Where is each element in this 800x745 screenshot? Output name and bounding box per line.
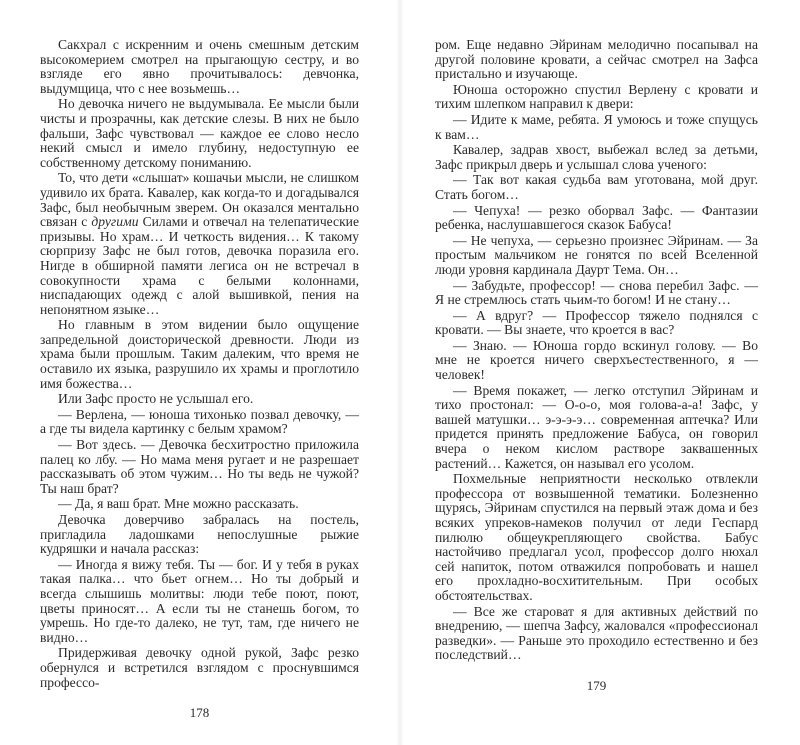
paragraph: — Так вот какая судьба вам уготована, мой друг. Стать богом… bbox=[435, 172, 758, 202]
italic-word: другими bbox=[91, 214, 139, 230]
paragraph: Но главным в этом видении было ощущение запредельной доисторической древности. Люди из храма были прошлым. Таким далеким, что время не оставило их языка, разрушило их храмы и проглотило имя божества… bbox=[40, 317, 359, 391]
paragraph: Или Зафс просто не услышал его. bbox=[58, 391, 254, 407]
paragraph-text: Силами и отвечал на телепатические призывы. Но храм… И четкость видения… К такому сюрпризу Зафс не был готов, девочка поразила его. Нигде в обширной памяти легиса он не встречал в совокупности храма с белыми колоннами, ниспадающих одежд с алой вышивкой, пения на непонятном языке… bbox=[40, 214, 359, 317]
paragraph: — Забудьте, профессор! — снова перебил Зафс. — Я не стремлюсь стать чьим-то богом! И не стану… bbox=[435, 277, 758, 308]
paragraph: Но девочка ничего не выдумывала. Ее мысли были чисты и прозрачны, как детские слезы. В них не было фальши, Зафс чувствовал — каждое ее слово несло некий смысл и имело глубину, недоступную ее собственному детскому пониманию. bbox=[40, 96, 359, 170]
paragraph: — А вдруг? — Профессор тяжело поднялся с кровати. — Вы знаете, что кроется в вас? bbox=[435, 307, 758, 338]
paragraph: ром. Еще недавно Эйринам мелодично посапывал на другой половине кровати, а сейчас смотрел на Зафса пристально и изучающе. bbox=[435, 37, 758, 82]
paragraph: — Не чепуха, — серьезно произнес Эйринам. — За простым мальчиком не гонятся по всей Вселенной люди уровня кардинала Даурт Тема. Он… bbox=[435, 232, 758, 277]
book-gutter bbox=[396, 0, 404, 745]
page-number-left: 178 bbox=[189, 705, 210, 721]
paragraph: — Верлена, — юноша тихонько позвал девочку, — а где ты видела картинку с белым храмом? bbox=[40, 406, 359, 437]
paragraph: Юноша осторожно спустил Верлену с кровати и тихим шлепком направил к двери: bbox=[435, 81, 758, 112]
paragraph: — Все же староват я для активных действий по внедрению, — шепча Зафсу, жаловался «профессионал разведки». — Раньше это проходило естественно и без последствий… bbox=[435, 603, 758, 663]
paragraph: — Да, я ваш брат. Мне можно рассказать. bbox=[58, 496, 299, 512]
paragraph: — Вот здесь. — Девочка бесхитростно приложила палец ко лбу. — Но мама меня ругает и не разрешает рассказывать об этом чужим… Но ты ведь не чужой? Ты наш брат? bbox=[40, 437, 359, 496]
paragraph: — Знаю. — Юноша гордо вскинул голову. — Во мне не кроется ничего сверхъестественного, я — человек! bbox=[435, 337, 758, 383]
paragraph: — Иногда я вижу тебя. Ты — бог. И у тебя в руках такая палка… что бьет огнем… Но ты добрый и всегда слышишь молитвы: люди тебе поют, поют, цветы приносят… А если ты не станешь богом, то умрешь. Но где-то далеко, не тут, там, где ничего не видно… bbox=[40, 556, 359, 645]
right-page bbox=[435, 38, 758, 664]
paragraph: Придерживая девочку одной рукой, Зафс резко обернулся и встретился взглядом с проснувшимся профессо- bbox=[40, 645, 359, 690]
left-page bbox=[40, 38, 359, 691]
paragraph: Кавалер, задрав хвост, выбежал вслед за детьми, Зафс прикрыл дверь и услышал слова ученого: bbox=[435, 142, 758, 172]
left-page-column bbox=[0, 0, 396, 745]
right-page-column bbox=[404, 0, 800, 745]
paragraph: Похмельные неприятности несколько отвлекли профессора от возвышенной тематики. Болезненно щурясь, Эйринам спустился на первый этаж дома и без всяких упреков-намеков получил от леди Геспард пилюлю общеукрепляющего свойства. Бабус настойчиво предлагал усол, профессор долго нюхал сей напиток, потом отважился попробовать и нашел его прохладно-восхитительным. При особых обстоятельствах. bbox=[435, 471, 758, 603]
paragraph bbox=[40, 171, 359, 317]
paragraph: — Идите к маме, ребята. Я умоюсь и тоже спущусь к вам… bbox=[435, 111, 758, 142]
paragraph: — Время покажет, — легко отступил Эйринам и тихо простонал: — О-о-о, моя голова-а-а! Зафс, у вашей матушки… э-э-э-э… современная аптечка? Или придется принять предложение Бабуса, он говорил вчера о неком кислом растворе заквашенных растений… Кажется, он называл его усолом. bbox=[435, 382, 758, 471]
paragraph: Сакхрал с искренним и очень смешным детским высокомерием смотрел на прыгающую сестру, и во взгляде его явно прочитывалось: девчонка, выдумщица, что с нее возьмешь… bbox=[40, 37, 359, 96]
paragraph-text: То, что дети «слышат» кошачьи мысли, не слишком удивило их брата. Кавалер, как когда-то и догадывался Зафс, был необычным зверем. Он оказался ментально связан с bbox=[40, 170, 359, 230]
page-number-right: 179 bbox=[586, 677, 607, 693]
paragraph: Девочка доверчиво забралась на постель, пригладила ладошками непослушные рыжие кудряшки и начала рассказ: bbox=[40, 512, 359, 557]
paragraph: — Чепуха! — резко оборвал Зафс. — Фантазии ребенка, наслушавшегося сказок Бабуса! bbox=[435, 202, 758, 233]
